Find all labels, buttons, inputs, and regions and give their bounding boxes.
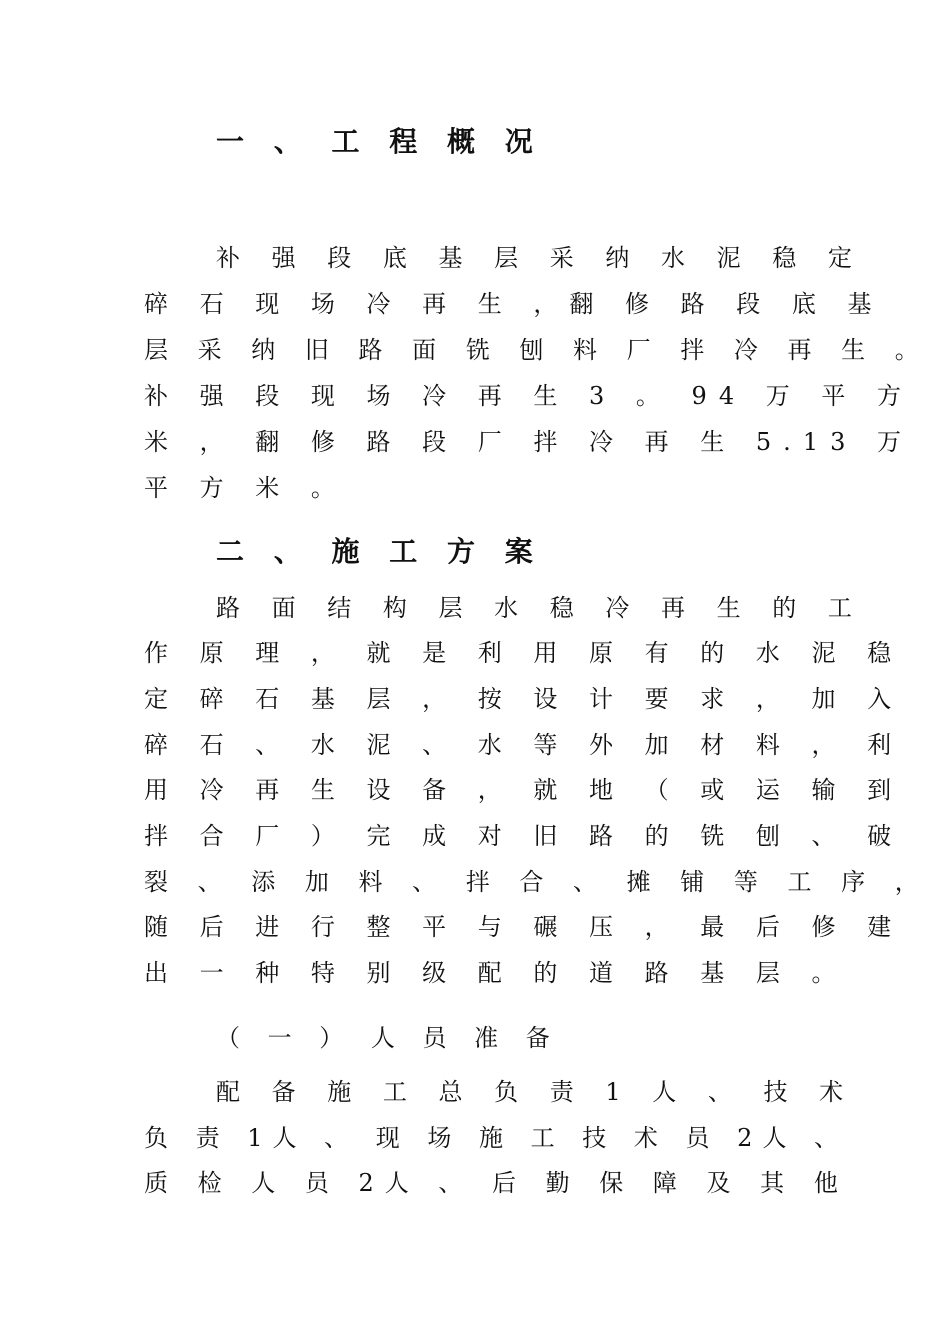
paragraph-line: 拌 合 厂 ） 完 成 对 旧 路 的 铣 刨 、 破	[144, 822, 904, 850]
paragraph-line: 裂 、 添 加 料 、 拌 合 、 摊 铺 等 工 序 ，	[144, 868, 930, 896]
paragraph-line: 层 采 纳 旧 路 面 铣 刨 料 厂 拌 冷 再 生 。	[144, 336, 930, 364]
paragraph-line: 碎 石 现 场 冷 再 生 ，翻 修 路 段 底 基	[144, 290, 884, 318]
paragraph-line: 补 强 段 底 基 层 采 纳 水 泥 稳 定	[216, 244, 864, 272]
paragraph-line: 碎 石 、 水 泥 、 水 等 外 加 材 料 ， 利	[144, 731, 904, 759]
paragraph-line: 定 碎 石 基 层 ， 按 设 计 要 求 ， 加 入	[144, 685, 904, 713]
paragraph-line: 负 责 1人 、 现 场 施 工 技 术 员 2人 、	[144, 1124, 849, 1152]
paragraph-line: 补 强 段 现 场 冷 再 生 3 。 94 万 平 方	[144, 382, 913, 410]
paragraph-line: 随 后 进 行 整 平 与 碾 压 ， 最 后 修 建	[144, 913, 904, 941]
paragraph-line: 配 备 施 工 总 负 责 1 人 、 技 术	[216, 1078, 856, 1106]
section-heading-2: 二 、 施 工 方 案	[216, 535, 543, 568]
paragraph-line: 质 检 人 员 2人 、 后 勤 保 障 及 其 他	[144, 1169, 849, 1197]
paragraph-line: 平 方 米 。	[144, 474, 347, 502]
subsection-heading: （ 一 ） 人 员 准 备	[216, 1024, 560, 1052]
paragraph-line: 路 面 结 构 层 水 稳 冷 再 生 的 工	[216, 594, 864, 622]
paragraph-line: 作 原 理 ， 就 是 利 用 原 有 的 水 泥 稳	[144, 639, 904, 667]
paragraph-line: 米 ， 翻 修 路 段 厂 拌 冷 再 生 5.13 万	[144, 428, 913, 456]
paragraph-line: 用 冷 再 生 设 备 ， 就 地 （ 或 运 输 到	[144, 776, 904, 804]
paragraph-line: 出 一 种 特 别 级 配 的 道 路 基 层 。	[144, 959, 848, 987]
section-heading-1: 一 、 工 程 概 况	[216, 125, 543, 158]
